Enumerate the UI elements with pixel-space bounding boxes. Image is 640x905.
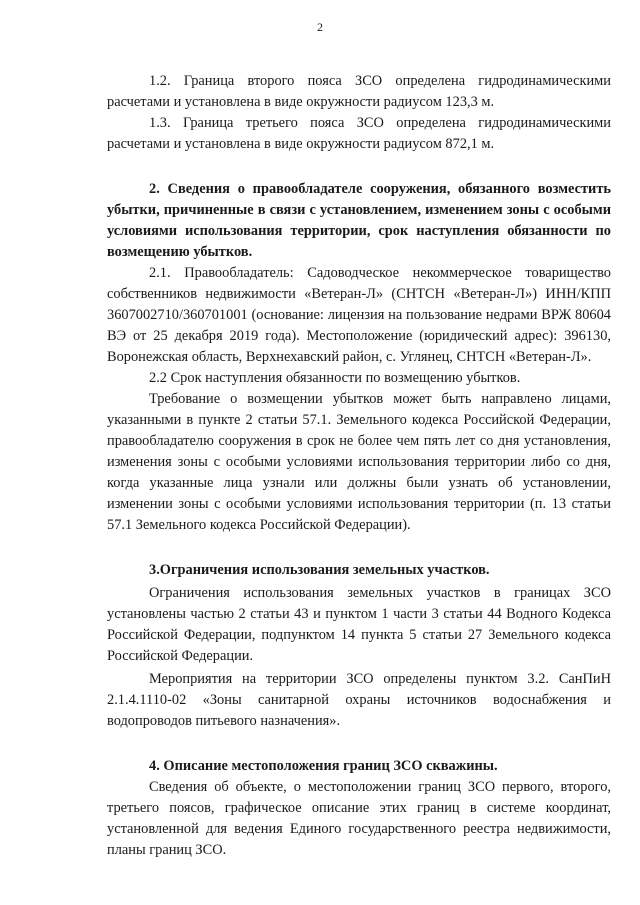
section-4-heading: 4. Описание местоположения границ ЗСО скважины. bbox=[149, 758, 498, 774]
paragraph-1-3: 1.3. Граница третьего пояса ЗСО определена гидродинамическими расчетами и установлена в виде окружности радиусом 872,1 м. bbox=[107, 115, 611, 152]
section-3-heading: 3.Ограничения использования земельных участков. bbox=[149, 562, 490, 578]
paragraph-1-2: 1.2. Граница второго пояса ЗСО определена гидродинамическими расчетами и установлена в виде окружности радиусом 123,3 м. bbox=[107, 73, 611, 110]
paragraph-2-1: 2.1. Правообладатель: Садоводческое некоммерческое товарищество собственников недвижимости «Ветеран-Л» (СНТСН «Ветеран-Л») ИНН/КПП 3607002710/360701001 (основание: лицензия на пользование недрами ВРЖ 80604 ВЭ от 25 декабря 2019 года). Местоположение (юридический адрес): 396130, Воронежская область, Верхнехавский район, с. Углянец, СНТСН «Ветеран-Л». bbox=[107, 265, 611, 365]
page-number: 2 bbox=[317, 20, 323, 34]
paragraph-2-2: 2.2 Срок наступления обязанности по возмещению убытков. bbox=[149, 370, 521, 386]
paragraph-2-2-text: Требование о возмещении убытков может быть направлено лицами, указанными в пункте 2 статьи 57.1. Земельного кодекса Российской Федерации, правообладателю сооружения в срок не более чем пять лет со дня установления, изменения зоны с особыми условиями использования территории либо со дня, когда указанные лица узнали или должны были узнать об установлении, изменении зоны с особыми условиями использования территории (п. 13 статьи 57.1 Земельного кодекса Российской Федерации). bbox=[107, 391, 611, 533]
document-body bbox=[107, 71, 611, 861]
paragraph-3-1: Ограничения использования земельных участков в границах ЗСО установлены частью 2 статьи 43 и пунктом 1 части 3 статьи 44 Водного Кодекса Российской Федерации, подпунктом 14 пункта 5 статьи 27 Земельного кодекса Российской Федерации. bbox=[107, 585, 611, 664]
paragraph-4-1: Сведения об объекте, о местоположении границ ЗСО первого, второго, третьего поясов, графическое описание этих границ в системе координат, установленной для ведения Единого государственного реестра недвижимости, планы границ ЗСО. bbox=[107, 779, 611, 858]
paragraph-3-2: Мероприятия на территории ЗСО определены пунктом 3.2. СанПиН 2.1.4.1110-02 «Зоны санитарной охраны источников водоснабжения и водопроводов питьевого назначения». bbox=[107, 671, 611, 729]
section-2-heading: 2. Сведения о правообладателе сооружения, обязанного возместить убытки, причиненные в связи с установлением, изменением зоны с особыми условиями использования территории, срок наступления обязанности по возмещению убытков. bbox=[107, 181, 611, 260]
